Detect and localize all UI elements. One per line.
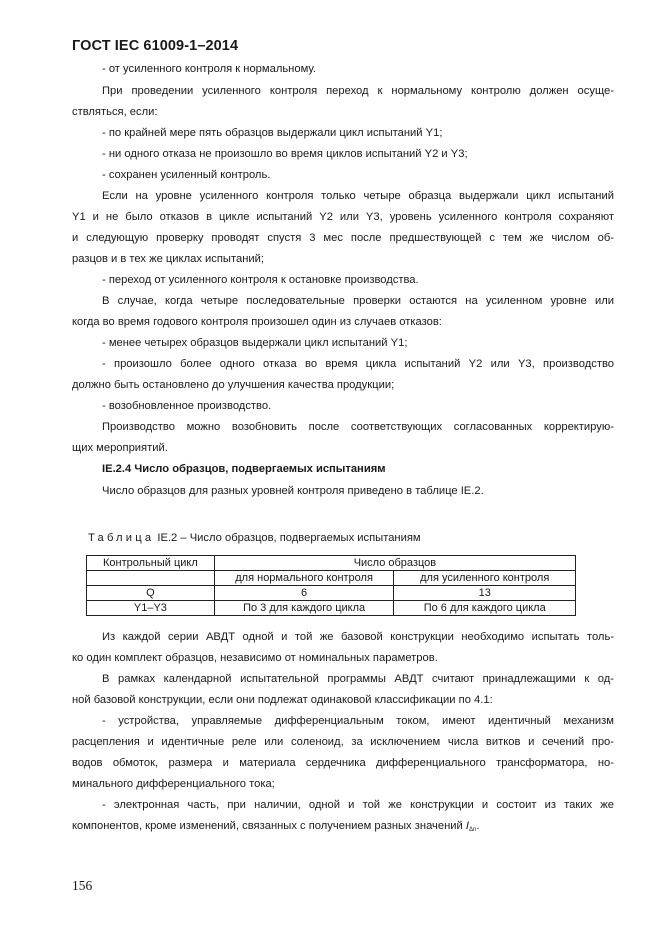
text-line: В случае, когда четыре последовательные проверки остаются на усиленном уровне или xyxy=(102,295,614,307)
cell-cycle: Y1–Y3 xyxy=(87,601,215,616)
cell-cycle: Q xyxy=(87,586,215,601)
header-cell-sample-count: Число образцов xyxy=(214,556,575,571)
text-line: - сохранен усиленный контроль. xyxy=(102,169,271,181)
text-line: когда во время годового контроля произошел один из случаев отказов: xyxy=(72,316,442,328)
header-cell-control-cycle: Контрольный цикл xyxy=(87,556,215,571)
text-line: - ни одного отказа не произошло во время циклов испытаний Y2 и Y3; xyxy=(102,148,468,160)
text-line: расцепления и идентичные реле или соленоид, за исключением числа витков и сечений про- xyxy=(72,736,614,748)
text-line: щих мероприятий. xyxy=(72,442,168,454)
text-line: При проведении усиленного контроля переход к нормальному контролю должен осуще- xyxy=(102,85,614,97)
text-line: ствляться, если: xyxy=(72,106,158,118)
table-row xyxy=(87,601,576,616)
text-line-end: . xyxy=(476,820,480,832)
text-line: водов обмоток, размера и материала сердечника дифференциального трансформатора, но- xyxy=(72,757,614,769)
text-line xyxy=(72,819,479,837)
page-number: 156 xyxy=(72,878,93,893)
cell-normal: 6 xyxy=(214,586,394,601)
text-line: Из каждой серии АВДТ одной и той же базовой конструкции необходимо испытать толь- xyxy=(102,631,614,643)
text-line: - возобновленное производство. xyxy=(102,400,272,412)
text-line: - менее четырех образцов выдержали цикл испытаний Y1; xyxy=(102,337,408,349)
text-line: В рамках календарной испытательной программы АВДТ считают принадлежащими к од- xyxy=(102,673,614,685)
cell-reinforced: По 6 для каждого цикла xyxy=(394,601,576,616)
table-caption-word: Таблица xyxy=(88,532,155,544)
text-line: ко один комплект образцов, независимо от номинальных параметров. xyxy=(72,652,438,664)
text-line: ной базовой конструкции, если они подлежат одинаковой классификации по 4.1: xyxy=(72,694,493,706)
text-line: - электронная часть, при наличии, одной и той же конструкции и состоит из таких же xyxy=(102,799,614,811)
text-line: должно быть остановлено до улучшения качества продукции; xyxy=(72,379,395,391)
cell-normal: По 3 для каждого цикла xyxy=(214,601,394,616)
text-line: и следующую проверку проводят спустя 3 мес после предшествующей с тем же числом об- xyxy=(72,232,614,244)
text-line: минального дифференциального тока; xyxy=(72,778,275,790)
text-line: - устройства, управляемые дифференциальным током, имеют идентичный механизм xyxy=(102,715,614,727)
section-heading: IE.2.4 Число образцов, подвергаемых испытаниям xyxy=(102,463,386,475)
table-row xyxy=(87,586,576,601)
text-line: - от усиленного контроля к нормальному. xyxy=(102,63,316,75)
text-line: - произошло более одного отказа во время цикла испытаний Y2 или Y3, производство xyxy=(102,358,614,370)
text-line: Y1 и не было отказов в цикле испытаний Y2 или Y3, уровень усиленного контроля сохраняют xyxy=(72,211,614,223)
cell-reinforced: 13 xyxy=(394,586,576,601)
text-line: Производство можно возобновить после соответствующих согласованных корректирую- xyxy=(102,421,614,433)
text-line: Число образцов для разных уровней контроля приведено в таблице IE.2. xyxy=(102,485,484,497)
text-line: - переход от усиленного контроля к остановке производства. xyxy=(102,274,419,286)
header-cell-reinforced: для усиленного контроля xyxy=(394,571,576,586)
current-symbol: I xyxy=(465,820,469,832)
samples-table xyxy=(86,555,576,616)
text-line: разцов и в тех же циклах испытаний; xyxy=(72,253,264,265)
header-cell-normal: для нормального контроля xyxy=(214,571,394,586)
table-caption-text: IE.2 – Число образцов, подвергаемых испытаниям xyxy=(157,532,421,544)
text-line: Если на уровне усиленного контроля только четыре образца выдержали цикл испытаний xyxy=(102,190,614,202)
text-line: - по крайней мере пять образцов выдержали цикл испытаний Y1; xyxy=(102,127,443,139)
header-cell-empty xyxy=(87,571,215,586)
table-caption xyxy=(88,532,421,544)
text-line-body: компонентов, кроме изменений, связанных с получением разных значений xyxy=(72,820,463,832)
current-symbol-subscript: Δn xyxy=(469,827,477,833)
document-header: ГОСТ IEC 61009-1–2014 xyxy=(72,38,239,54)
